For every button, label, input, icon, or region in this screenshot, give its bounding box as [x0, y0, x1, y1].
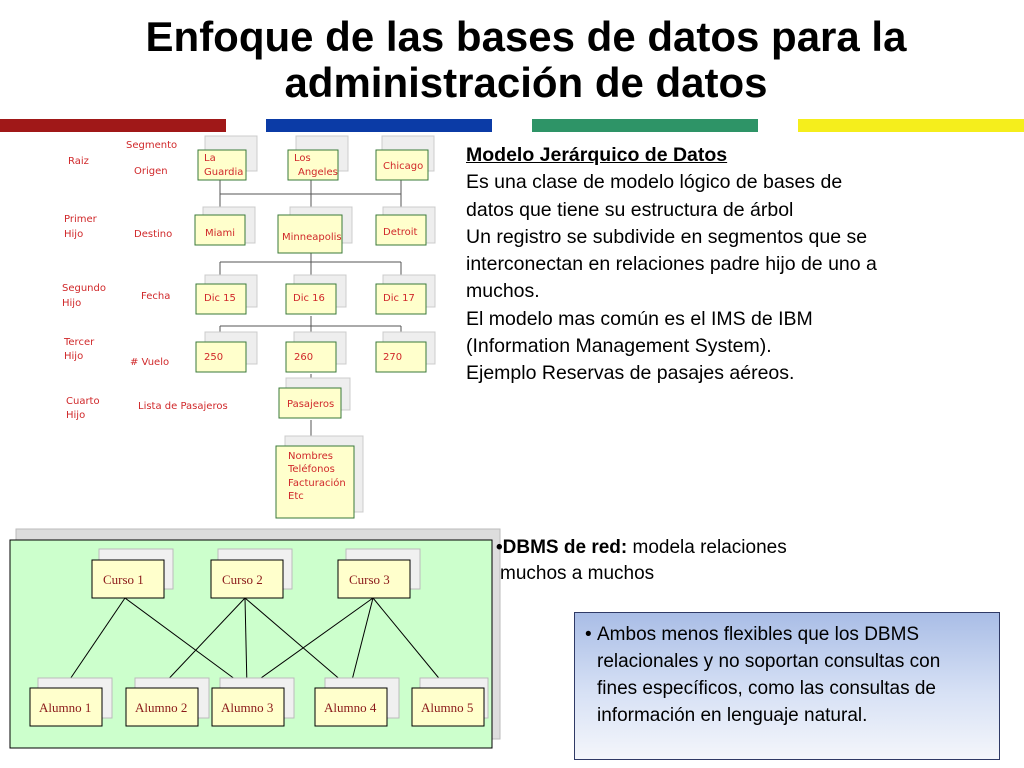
node-vuelo-250-label: 250: [204, 352, 224, 363]
network-dbms-text: modela relaciones: [627, 537, 787, 558]
summary-callout: [574, 612, 1000, 760]
hierarchical-model-line-2: datos que tiene su estructura de árbol: [466, 198, 794, 221]
node-los-angeles-line-2: Angeles: [298, 167, 338, 178]
label-fecha: Fecha: [141, 291, 171, 302]
summary-bullet: •: [585, 624, 592, 645]
node-alumno-4-label: Alumno 4: [324, 700, 377, 715]
node-alumno-1-label: Alumno 1: [39, 700, 92, 715]
node-alumno-2-label: Alumno 2: [135, 700, 188, 715]
slide-title-line-2: administración de datos: [284, 59, 768, 106]
node-curso-1-label: Curso 1: [103, 572, 144, 587]
label-tercer-hijo-2: Hijo: [64, 351, 84, 362]
node-vuelo-270-label: 270: [383, 352, 403, 363]
label-cuarto-hijo-1: Cuarto: [66, 396, 100, 407]
network-dbms-description: [496, 535, 896, 587]
label-segmento: Segmento: [126, 140, 178, 151]
details-node-group: [276, 436, 363, 518]
label-segundo-hijo-2: Hijo: [62, 298, 82, 309]
node-dic-17-label: Dic 17: [383, 293, 415, 304]
label-primer-hijo-1: Primer: [64, 214, 97, 225]
hierarchical-model-line-1: Es una clase de modelo lógico de bases de: [466, 171, 843, 194]
label-origen: Origen: [134, 166, 168, 177]
network-dbms-line-1: [496, 535, 896, 561]
network-dbms-bullet: •: [496, 537, 503, 558]
hierarchical-model-line-5: muchos.: [466, 280, 540, 303]
label-vuelo: # Vuelo: [130, 357, 170, 368]
pasajeros-node-group: [279, 378, 350, 418]
destino-nodes: [195, 207, 435, 253]
node-la-guardia-line-2: Guardia: [204, 167, 244, 178]
node-details-line-4: Etc: [288, 491, 304, 502]
node-minneapolis-label: Minneapolis: [282, 232, 342, 243]
node-dic-16-label: Dic 16: [293, 293, 325, 304]
label-cuarto-hijo-2: Hijo: [66, 410, 86, 421]
node-chicago-label: Chicago: [383, 161, 424, 172]
hierarchical-model-line-8: Ejemplo Reservas de pasajes aéreos.: [466, 362, 795, 385]
node-curso-3-label: Curso 3: [349, 572, 390, 587]
label-lista-pasajeros: Lista de Pasajeros: [138, 401, 228, 412]
label-tercer-hijo-1: Tercer: [64, 337, 95, 348]
node-miami-label: Miami: [205, 228, 236, 239]
node-alumno-5-label: Alumno 5: [421, 700, 474, 715]
node-pasajeros-label: Pasajeros: [287, 399, 335, 410]
node-details-line-3: Facturación: [288, 478, 346, 489]
node-los-angeles-line-1: Los: [294, 153, 311, 164]
node-details-line-2: Teléfonos: [288, 464, 335, 475]
network-dbms-line-2: muchos a muchos: [500, 563, 655, 584]
hierarchical-model-line-3: Un registro se subdivide en segmentos que se: [466, 225, 868, 248]
label-segundo-hijo-1: Segundo: [62, 283, 106, 294]
network-dbms-label: DBMS de red:: [502, 537, 628, 558]
fecha-nodes: [196, 275, 435, 314]
network-diagram: [10, 529, 500, 748]
hierarchical-model-description: [466, 142, 966, 388]
vuelo-nodes: [196, 332, 435, 372]
hierarchical-model-line-4: interconectan en relaciones padre hijo de uno a: [466, 253, 877, 276]
slide-title-line-1: Enfoque de las bases de datos para la: [145, 13, 907, 60]
node-alumno-3-label: Alumno 3: [221, 700, 274, 715]
node-vuelo-260-label: 260: [294, 352, 314, 363]
label-raiz: Raiz: [68, 156, 89, 167]
hierarchical-model-heading: Modelo Jerárquico de Datos: [466, 144, 728, 166]
node-details-line-1: Nombres: [288, 451, 333, 462]
node-la-guardia-line-1: La: [204, 153, 216, 164]
node-detroit-label: Detroit: [383, 227, 418, 238]
label-destino: Destino: [134, 229, 173, 240]
summary-text: Ambos menos flexibles que los DBMS relacionales y no soportan consultas con fines específicos, como las consultas de información en lenguaje natural.: [597, 624, 941, 726]
node-dic-15-label: Dic 15: [204, 293, 236, 304]
hierarchical-model-line-6: El modelo mas común es el IMS de IBM: [466, 307, 813, 330]
label-primer-hijo-2: Hijo: [64, 229, 84, 240]
origen-nodes: [198, 136, 434, 180]
hierarchical-model-line-7: (Information Management System).: [466, 335, 772, 358]
node-curso-2-label: Curso 2: [222, 572, 263, 587]
